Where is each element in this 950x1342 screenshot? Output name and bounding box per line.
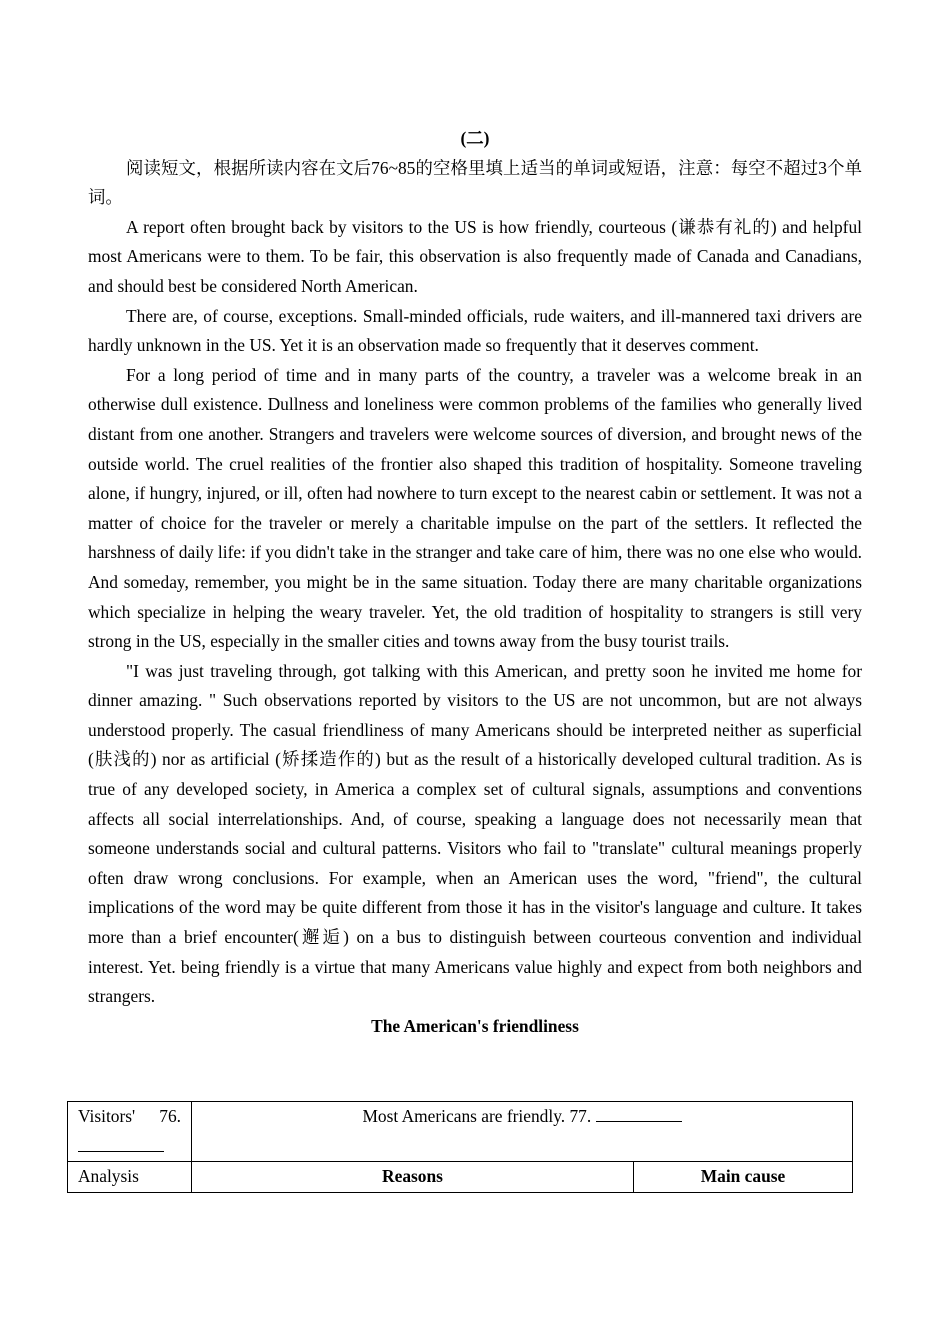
reasons-header: Reasons [192,1162,634,1193]
summary-table [67,1101,853,1193]
paragraph-1: A report often brought back by visitors to the US is how friendly, courteous (谦恭有礼的) and helpful most Americans were to them. To be fair, this observation is also frequently made of Canada and Canadians, and should best be considered North American. [88,216,862,296]
paragraph-2: There are, of course, exceptions. Small-minded officials, rude waiters, and ill-mannered taxi drivers are hardly unknown in the US. Yet it is an observation made so frequently that it deserves comment. [88,305,862,356]
blank-number-76: 76. [159,1106,181,1126]
table-title: The American's friendliness [371,1015,579,1036]
blank-76[interactable] [78,1133,164,1152]
table-row [68,1102,853,1162]
visitors-label-cell [68,1102,192,1162]
instruction-text: 阅读短文，根据所读内容在文后76~85的空格里填上适当的单词或短语，注意：每空不超过3个单词。 [88,157,862,208]
table-row [68,1162,853,1193]
visitors-label: Visitors' [78,1106,136,1126]
observation-cell [192,1102,853,1162]
document-body [88,124,862,1041]
main-cause-header: Main cause [634,1162,853,1193]
section-heading: (二) [460,128,490,148]
paragraph-4: "I was just traveling through, got talking with this American, and pretty soon he invited me home for dinner amazing. " Such observations reported by visitors to the US are not uncommon, but are not always understood properly. The casual friendliness of many Americans should be interpreted neither as superficial (肤浅的) nor as artificial (矫揉造作的) but as the result of a historically developed cultural tradition. As is true of any developed society, in America a complex set of cultural signals, assumptions and conventions affects all social interrelationships. And, of course, speaking a language does not necessarily mean that someone understands social and cultural patterns. Visitors who fail to "translate" cultural meanings properly often draw wrong conclusions. For example, when an American uses the word, "friend", the cultural implications of the word may be quite different from those it has in the visitor's language and culture. It takes more than a brief encounter(邂逅) on a bus to distinguish between courteous convention and individual interest. Yet. being friendly is a virtue that many Americans value highly and expect from both neighbors and strangers. [88,660,862,1007]
observation-text: Most Americans are friendly. 77. [362,1106,596,1126]
blank-77[interactable] [596,1103,682,1122]
paragraph-3: For a long period of time and in many parts of the country, a traveler was a welcome break in an otherwise dull existence. Dullness and loneliness were common problems of the families who generally lived distant from one another. Strangers and travelers were welcome sources of diversion, and brought news of the outside world. The cruel realities of the frontier also shaped this tradition of hospitality. Someone traveling alone, if hungry, injured, or ill, often had nowhere to turn except to the nearest cabin or settlement. It was not a matter of choice for the traveler or merely a charitable impulse on the part of the settlers. It reflected the harshness of daily life: if you didn't take in the stranger and take care of him, there was no one else who would. And someday, remember, you might be in the same situation. Today there are many charitable organizations which specialize in helping the weary traveler. Yet, the old tradition of hospitality to strangers is still very strong in the US, especially in the smaller cities and towns away from the busy tourist trails. [88,364,862,652]
analysis-label: Analysis [68,1162,192,1193]
